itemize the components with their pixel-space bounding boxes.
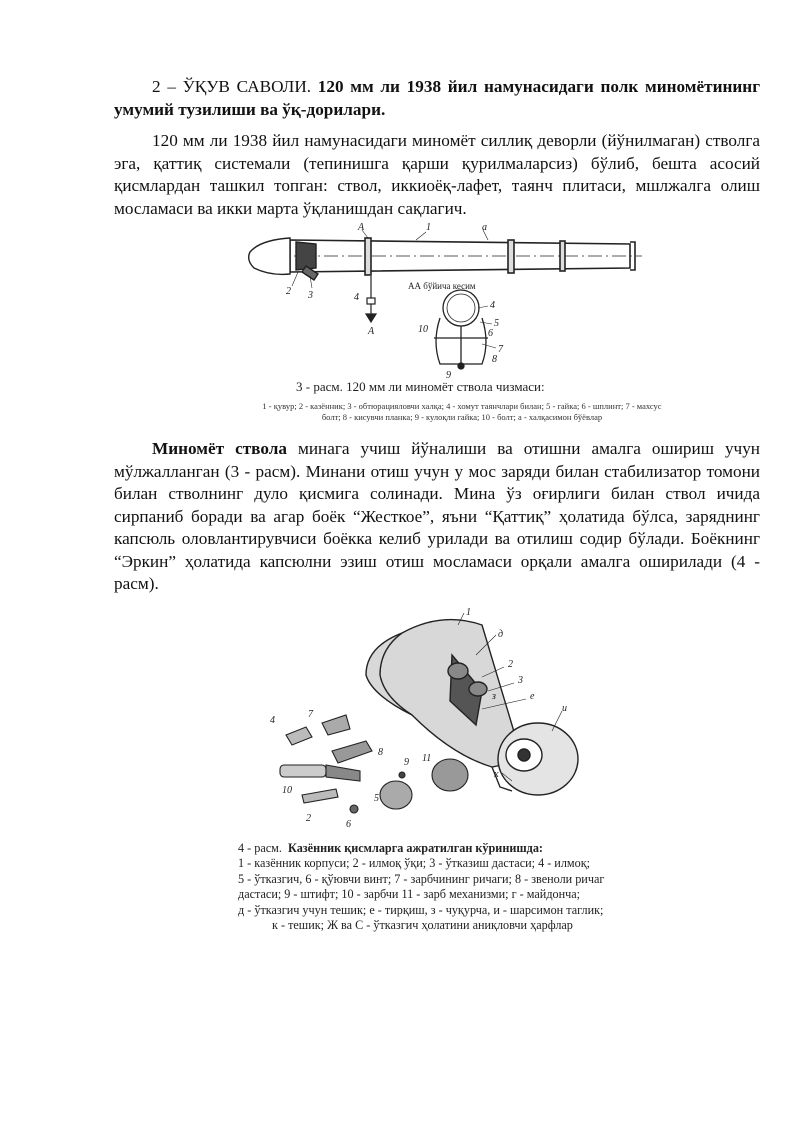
figure-4-caption-title-line <box>238 841 648 856</box>
label-A-bottom: А <box>368 326 375 337</box>
label-5: 5 <box>494 318 499 329</box>
section-heading <box>114 76 760 121</box>
label-8: 8 <box>492 354 497 365</box>
barrel-text: минага учиш йўналиши ва отишни амалга ошириш учун мўлжалланган (3 - расм). Минани отиш учун у мос заряди билан стабилизатор томони билан стволнинг дуло қисмига солинади. Мина ўз оғирлиги билан ствол ичида сирпаниб боради ва агар боёк “Жесткое”, яъни “Қаттиқ” ҳолатида бўлса, заряднинг капсюль оловлантирувчиси боёкка келиб урилади ва отилиш содир бўлади. Боёкнинг “Эркин” ҳолатида капсюлни эзиш отиш мосламаси орқали амалга оширилади (4 - расм). <box>114 439 760 593</box>
label-3: 3 <box>308 290 313 301</box>
label-9: 9 <box>446 370 451 381</box>
breech-casing <box>249 238 318 280</box>
label-10: 10 <box>418 324 428 335</box>
barrel-term: Миномёт ствола <box>152 439 287 458</box>
figure-3-caption: 3 - расм. 120 мм ли миномёт ствола чизмаси: <box>296 379 545 394</box>
fig4-label-i: и <box>562 703 567 714</box>
figure-4-legend-line-1: 1 - казённик корпуси; 2 - илмоқ ўқи; 3 - ўтказиш дастаси; 4 - илмоқ; <box>238 856 591 871</box>
fig4-label-4: 4 <box>270 715 275 726</box>
label-1: 1 <box>426 222 431 233</box>
fig4-label-2: 2 <box>508 659 513 670</box>
figure-4-legend-line-3: дастаси; 9 - штифт; 10 - зарбчи 11 - зарб механизми; г - майдонча; <box>238 887 581 902</box>
fig4-label-6: 6 <box>346 819 351 830</box>
fig4-label-5: 5 <box>374 793 379 804</box>
fig4-label-7: 7 <box>308 709 313 720</box>
figure-4-breech-exploded-view <box>262 605 592 837</box>
clamp-assembly <box>366 276 376 322</box>
heading-title: 120 мм ли 1938 йил намунасидаги полк миномётининг умумий тузилиши ва ўқ-дорилари. <box>114 77 761 119</box>
fig4-label-9: 9 <box>404 757 409 768</box>
figure-3-barrel-drawing <box>230 222 650 382</box>
figure-4-caption <box>238 841 648 933</box>
figure-4-legend-line-5: к - тешик; Ж ва С - ўтказгич ҳолатини аниқловчи ҳарфлар <box>272 918 573 933</box>
fig4-label-z: з <box>492 691 496 702</box>
fig4-label-11: 11 <box>422 753 432 764</box>
figure-4-legend-line-2: 5 - ўтказгич, 6 - қўювчи винт; 7 - зарбчининг ричаги; 8 - звеноли ричаг <box>238 871 605 886</box>
fig4-label-2b: 2 <box>306 813 311 824</box>
figure-3-legend: 1 - қувур; 2 - казённик; 3 - обтюрацияловчи халқа; 4 - хомут таянчлари билан; 5 - гайка; 6 - шплинт; 7 - махсус болт; 8 - кисувчи планка; 9 - кулоқли гайка; 10 - болт; а - халқасимон бўёвлар <box>262 401 662 422</box>
fig4-label-d: д <box>498 629 504 640</box>
breech-body <box>366 620 578 795</box>
figure-4-caption-prefix: 4 - расм. <box>238 841 282 855</box>
fig4-label-e: е <box>530 691 535 702</box>
label-4: 4 <box>490 300 495 311</box>
section-a-a-view <box>434 290 488 369</box>
label-2: 2 <box>286 286 291 297</box>
figure-4-legend-line-4: д - ўтказгич учун тешик; е - тирқиш, з - чуқурча, и - шарсимон таглик; <box>238 902 604 917</box>
fig4-label-10: 10 <box>282 785 292 796</box>
label-a: а <box>482 222 487 233</box>
label-A-top: А <box>358 222 365 233</box>
section-aa-label: АА бўйича кесим <box>408 281 476 291</box>
fig4-label-3: 3 <box>518 675 523 686</box>
label-7: 7 <box>498 344 503 355</box>
label-4-left: 4 <box>354 292 359 303</box>
label-6: 6 <box>488 328 493 339</box>
fig4-label-k: к <box>494 769 499 780</box>
intro-paragraph: 120 мм ли 1938 йил намунасидаги миномёт силлиқ деворли (йўнилмаган) стволга эга, қаттиқ системали (тепинишга қарши қурилмаларсиз) бўлиб, бешта асосий қисмлардан ташкил топган: ствол, иккиоёқ-лафет, таянч плитаси, мшлжалга олиш мосламаси ва икки марта ўқланишдан сақлагич. <box>114 131 760 218</box>
barrel-paragraph <box>114 438 760 596</box>
fig4-label-1: 1 <box>466 607 471 618</box>
heading-prefix: 2 – ЎҚУВ САВОЛИ. <box>152 77 312 96</box>
fig4-label-8: 8 <box>378 747 383 758</box>
figure-4-caption-title: Казённик қисмларга ажратилган кўринишда: <box>288 841 543 855</box>
